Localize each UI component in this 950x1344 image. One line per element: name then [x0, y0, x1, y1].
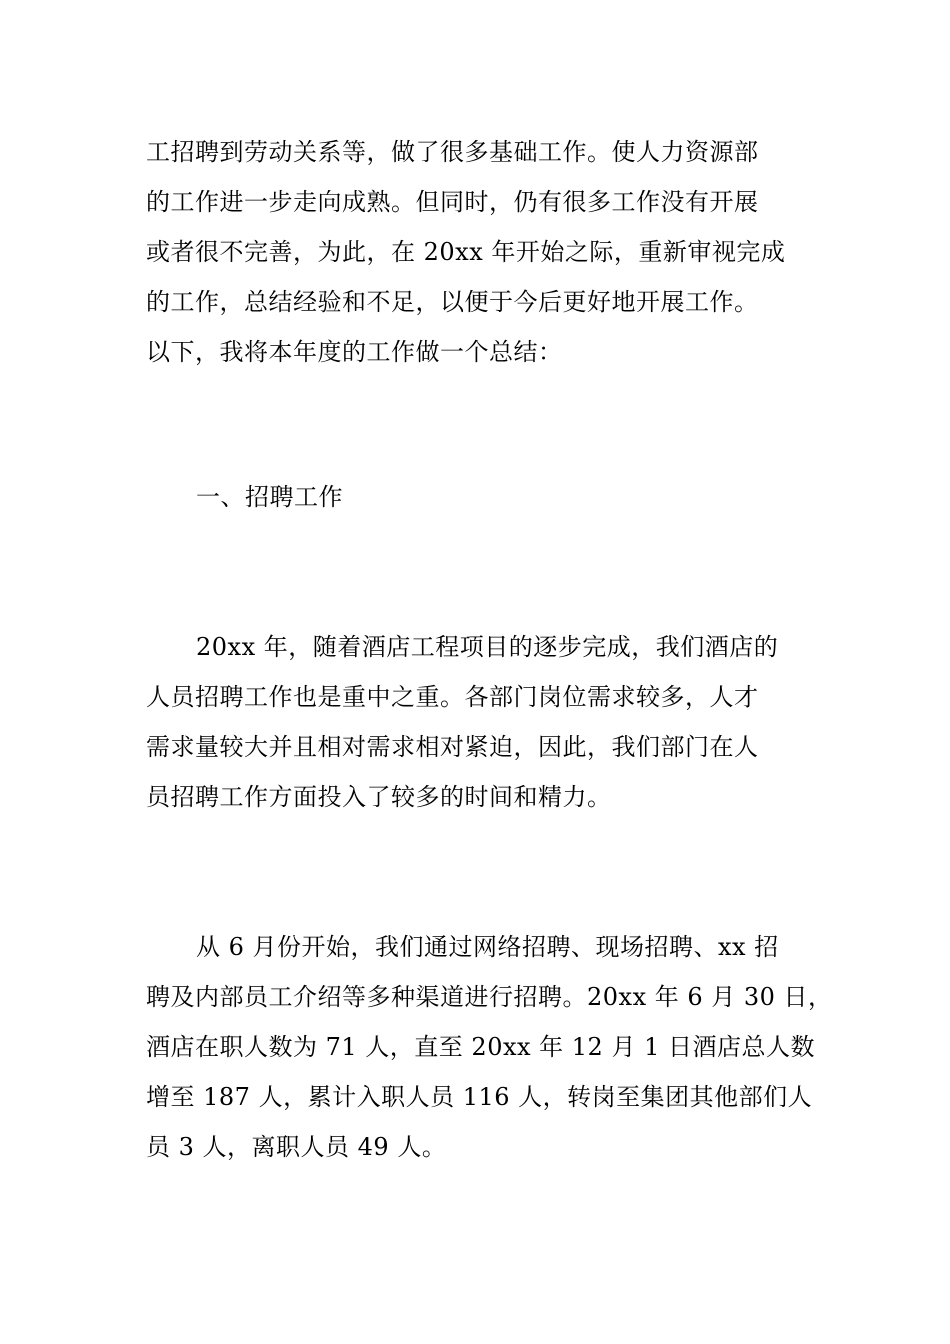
paragraph-line: 人员招聘工作也是重中之重。各部门岗位需求较多，人才	[146, 683, 759, 711]
paragraph-line: 员 3 人，离职人员 49 人。	[146, 1133, 447, 1161]
intro-paragraph	[146, 127, 816, 377]
paragraph-line: 的工作，总结经验和不足，以便于今后更好地开展工作。	[146, 288, 759, 316]
paragraph-line: 工招聘到劳动关系等，做了很多基础工作。使人力资源部	[146, 138, 759, 166]
section-heading	[146, 472, 816, 522]
paragraph-line: 酒店在职人数为 71 人，直至 20xx 年 12 月 1 日酒店总人数	[146, 1033, 815, 1061]
section-heading-text: 一、招聘工作	[196, 483, 343, 511]
paragraph-line: 需求量较大并且相对需求相对紧迫，因此，我们部门在人	[146, 733, 759, 761]
paragraph-line: 以下，我将本年度的工作做一个总结：	[146, 338, 563, 366]
paragraph-line: 增至 187 人，累计入职人员 116 人，转岗至集团其他部们人	[146, 1083, 813, 1111]
paragraph-line: 20xx 年，随着酒店工程项目的逐步完成，我们酒店的	[196, 633, 779, 661]
paragraph-line: 聘及内部员工介绍等多种渠道进行招聘。20xx 年 6 月 30 日，	[146, 983, 833, 1011]
paragraph-line: 从 6 月份开始，我们通过网络招聘、现场招聘、xx 招	[196, 933, 779, 961]
statistics-paragraph	[146, 922, 833, 1172]
recruitment-paragraph	[146, 622, 816, 822]
paragraph-line: 员招聘工作方面投入了较多的时间和精力。	[146, 783, 612, 811]
paragraph-line: 或者很不完善，为此，在 20xx 年开始之际，重新审视完成	[146, 238, 786, 266]
paragraph-line: 的工作进一步走向成熟。但同时，仍有很多工作没有开展	[146, 188, 759, 216]
